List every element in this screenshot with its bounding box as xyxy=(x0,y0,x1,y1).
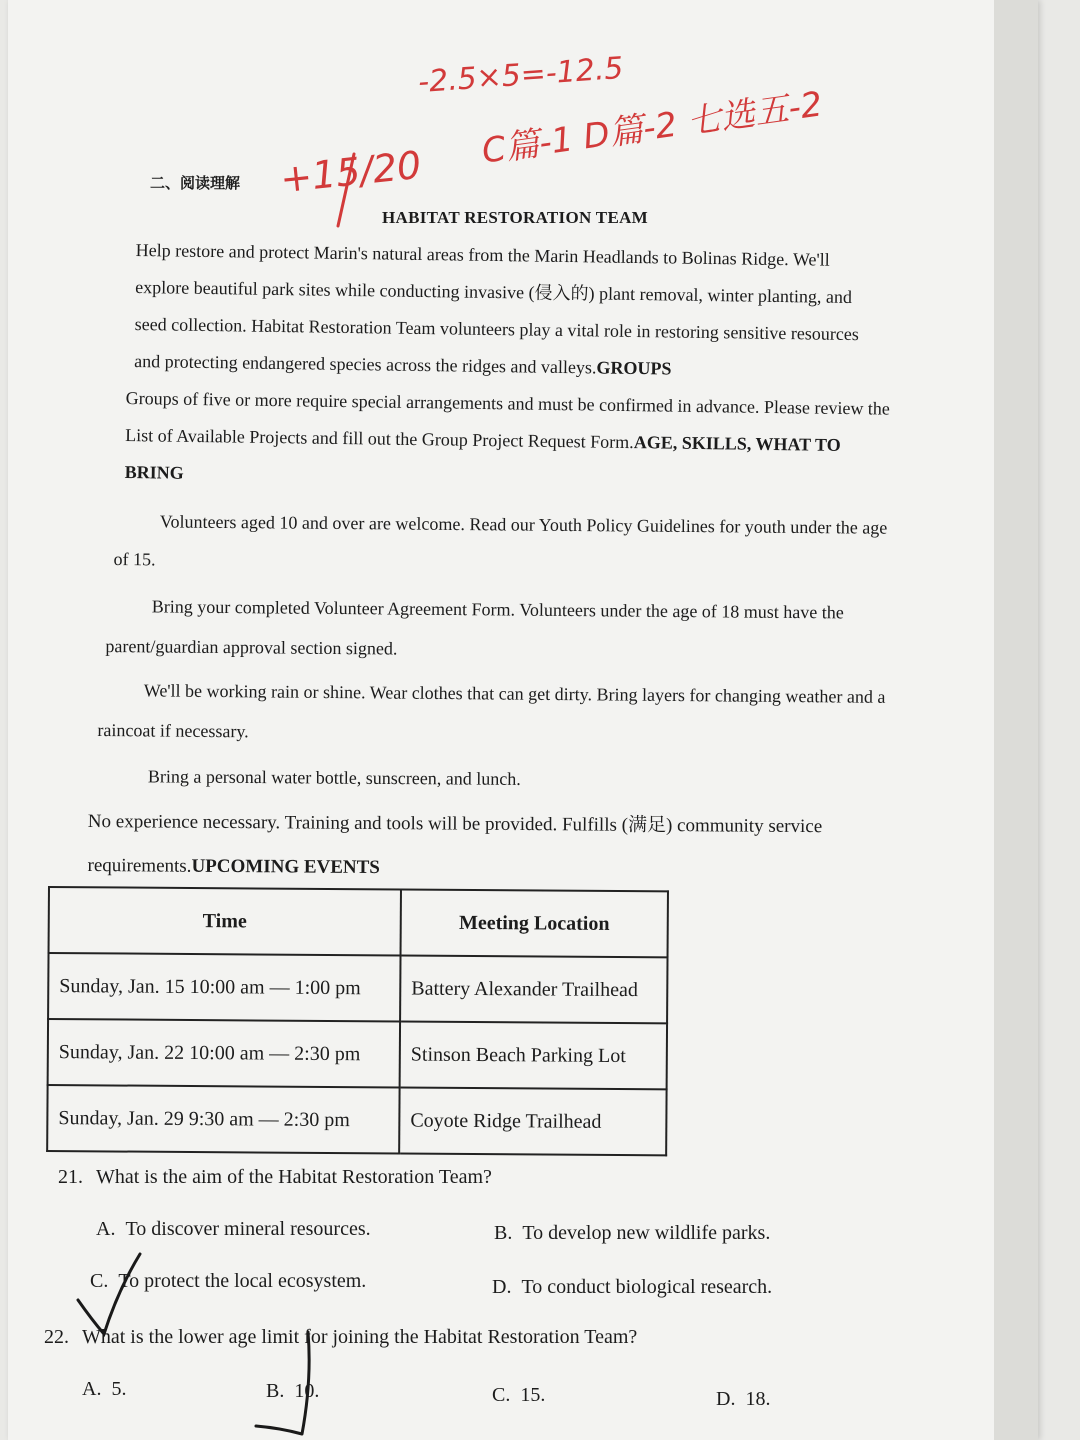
passage-title: HABITAT RESTORATION TEAM xyxy=(381,208,649,227)
option-letter: A. xyxy=(82,1378,102,1400)
question-number: 21. xyxy=(58,1166,83,1188)
groups-paragraph xyxy=(124,380,895,502)
event-location: Coyote Ridge Trailhead xyxy=(399,1087,666,1155)
age-paragraph: Volunteers aged 10 and over are welcome. Read our Youth Policy Guidelines for youth under the age of 15. xyxy=(113,511,888,570)
question-text: What is the aim of the Habitat Restoration Team? xyxy=(96,1166,492,1188)
groups-text: Groups of five or more require special arrangements and must be confirmed in advance. Please review the List of Available Projects and fill out the Group Project Request Form. xyxy=(125,387,891,453)
table-row xyxy=(48,1019,667,1089)
option-letter: C. xyxy=(90,1270,109,1292)
event-time: Sunday, Jan. 15 10:00 am — 1:00 pm xyxy=(48,953,400,1021)
agreement-paragraph: Bring your completed Volunteer Agreement Form. Volunteers under the age of 18 must have the parent/guardian approval section signed. xyxy=(105,596,844,659)
weather-paragraph: We'll be working rain or shine. Wear clothes that can get dirty. Bring layers for changing weather and a raincoat if necessary. xyxy=(97,680,886,742)
intro-paragraph xyxy=(134,232,866,390)
option-text: To develop new wildlife parks. xyxy=(522,1222,771,1244)
option-22-d[interactable] xyxy=(716,1388,770,1411)
option-21-d[interactable] xyxy=(492,1276,772,1299)
option-text: To protect the local ecosystem. xyxy=(118,1270,367,1292)
event-location: Stinson Beach Parking Lot xyxy=(400,1021,667,1089)
option-21-a[interactable] xyxy=(96,1218,371,1241)
bring-paragraph: Bring a personal water bottle, sunscreen, and lunch. xyxy=(147,766,521,789)
score-slash-icon xyxy=(330,150,360,230)
option-text: To conduct biological research. xyxy=(521,1276,773,1298)
event-time: Sunday, Jan. 22 10:00 am — 2:30 pm xyxy=(48,1019,400,1087)
header-location: Meeting Location xyxy=(401,889,668,957)
option-letter: B. xyxy=(266,1380,285,1402)
groups-heading: GROUPS xyxy=(596,357,672,379)
event-time: Sunday, Jan. 29 9:30 am — 2:30 pm xyxy=(47,1085,399,1153)
option-letter: D. xyxy=(716,1388,736,1410)
question-number: 22. xyxy=(44,1326,69,1348)
option-letter: C. xyxy=(492,1384,511,1406)
check-mark-icon xyxy=(250,1330,330,1440)
question-text: What is the lower age limit for joining the Habitat Restoration Team? xyxy=(82,1326,638,1348)
handwritten-calculation: -2.5×5=-12.5 xyxy=(417,50,625,101)
age-skills-heading: AGE, SKILLS, WHAT TO BRING xyxy=(124,432,841,483)
option-text: 10. xyxy=(294,1380,320,1402)
option-22-c[interactable] xyxy=(492,1384,545,1407)
table-row xyxy=(47,1085,666,1155)
table-header-row xyxy=(49,887,668,957)
handwritten-score: +15/20 xyxy=(278,142,424,202)
header-time: Time xyxy=(49,887,401,955)
question-21 xyxy=(58,1166,492,1189)
option-letter: B. xyxy=(494,1222,513,1244)
section-label: 二、阅读理解 xyxy=(150,174,241,192)
event-location: Battery Alexander Trailhead xyxy=(400,955,667,1023)
handwritten-deductions: C篇-1 D篇-2 七选五-2 xyxy=(479,84,825,172)
experience-paragraph xyxy=(87,800,908,894)
intro-text: Help restore and protect Marin's natural areas from the Marin Headlands to Bolinas Ridge. We'll explore beautiful park sites while conducting invasive (侵入的) plant removal, winter planting, and seed collection. Habitat Restoration Team volunteers play a vital role in restoring sensitive resources and protecting endangered species across the ridges and valleys. xyxy=(134,239,859,378)
option-text: 5. xyxy=(111,1378,127,1400)
option-text: 18. xyxy=(745,1388,771,1410)
experience-text: No experience necessary. Training and tools will be provided. Fulfills (满足) community service requirements. xyxy=(87,810,823,877)
check-mark-icon xyxy=(70,1250,160,1340)
option-letter: D. xyxy=(492,1276,512,1298)
table-row xyxy=(48,953,667,1023)
option-text: To discover mineral resources. xyxy=(125,1218,371,1240)
option-letter: A. xyxy=(96,1218,116,1240)
option-text: 15. xyxy=(520,1384,546,1406)
option-22-a[interactable] xyxy=(82,1378,126,1401)
option-21-b[interactable] xyxy=(494,1222,770,1245)
events-table xyxy=(46,886,669,1156)
upcoming-events-heading: UPCOMING EVENTS xyxy=(191,855,380,879)
